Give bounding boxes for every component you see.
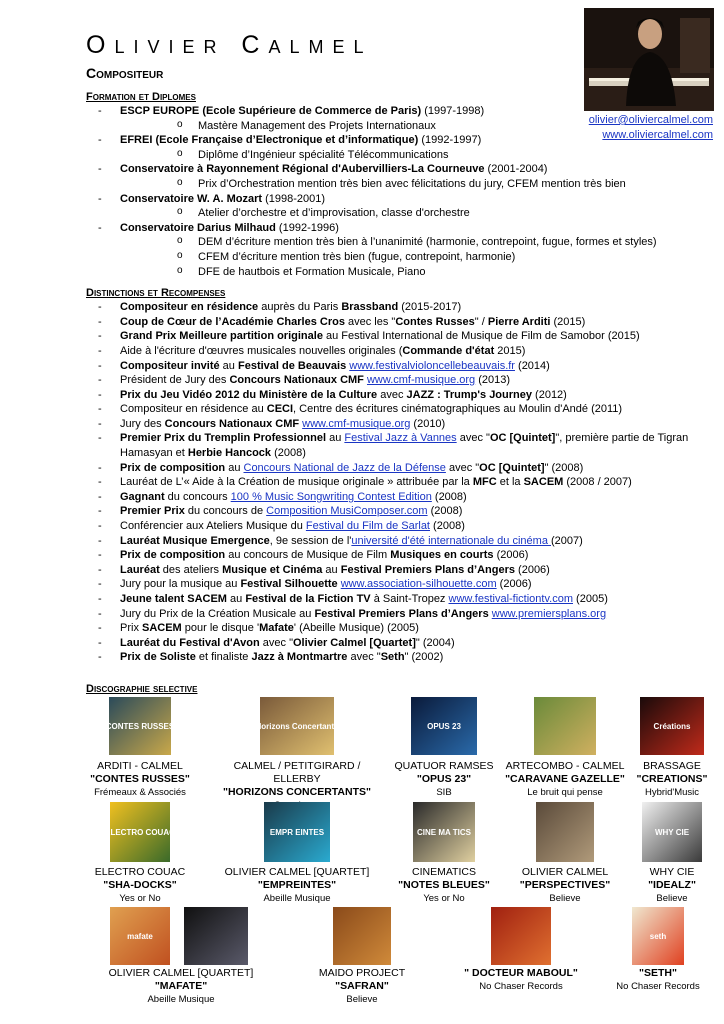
- album-label: Believe: [656, 893, 688, 904]
- text: " /: [474, 315, 488, 328]
- bold-text: Prix de Soliste: [120, 651, 196, 664]
- text: avec ": [347, 651, 381, 664]
- bold-text: Prix de composition: [120, 549, 226, 562]
- bold-text: Seth: [380, 651, 405, 664]
- bold-text: Lauréat du Festival d'Avon: [120, 636, 260, 649]
- bold-text: OC [Quintet]: [489, 432, 556, 445]
- album-cover-text: OPUS 23: [427, 722, 461, 731]
- text: (2006): [514, 563, 550, 576]
- album-title: "EMPREINTES": [257, 879, 337, 891]
- album-title: "SHA-DOCKS": [103, 879, 177, 891]
- distinction-item: [86, 563, 718, 578]
- album-cover: [491, 907, 551, 965]
- album-cover-text: WHY CIE: [654, 828, 690, 837]
- album-title: " DOCTEUR MABOUL": [464, 967, 578, 979]
- bold-text: Olivier Calmel [Quartet]: [293, 636, 416, 649]
- formation-item: [86, 192, 718, 221]
- text: ", première partie de Tigran Hamasyan et: [120, 432, 689, 460]
- distinction-item: [86, 402, 718, 417]
- bold-text: Prix du Jeu Vidéo 2012 du Ministère de la Culture: [120, 388, 378, 401]
- album-artist: CINEMATICS: [412, 866, 476, 878]
- album-label: Hybrid'Music: [644, 787, 700, 798]
- person-name: Olivier Calmel: [86, 31, 373, 59]
- distinction-item: [86, 650, 718, 665]
- text: Président de Jury des: [120, 374, 230, 387]
- album-cover-text: Horizons Concertants: [255, 722, 339, 731]
- formation-item: [86, 104, 718, 133]
- text: (2008): [427, 505, 463, 518]
- bold-text: Coup de Cœur de l’Académie Charles Cros: [120, 315, 345, 328]
- text: et finaliste: [195, 651, 252, 664]
- album-entry: [302, 967, 422, 1006]
- text: (2008): [430, 520, 465, 533]
- bold-text: Jazz à Montmartre: [251, 651, 348, 664]
- profession-title: Compositeur: [86, 65, 164, 81]
- bold-text: Lauréat Musique Emergence: [120, 534, 270, 547]
- text: avec ": [445, 461, 480, 474]
- web-link[interactable]: www.premiersplans.org: [491, 607, 607, 620]
- formation-item: [86, 133, 718, 162]
- distinction-item: [86, 519, 718, 534]
- album-artist: ELECTRO COUAC: [94, 866, 186, 878]
- text: Prix: [120, 622, 142, 635]
- album-artist: CALMEL / PETITGIRARD / ELLERBY: [233, 760, 361, 785]
- text: au concours de Musique de Film: [225, 549, 391, 562]
- web-link[interactable]: www.association-silhouette.com: [340, 578, 497, 591]
- text: ' (Abeille Musique) (2005): [293, 622, 419, 635]
- album-label: Abeille Musique: [263, 893, 331, 904]
- text: " (2008): [544, 461, 584, 474]
- text: (2001-2004): [484, 163, 548, 176]
- text: Conférencier aux Ateliers Musique du: [120, 520, 306, 533]
- distinction-item: [86, 329, 718, 344]
- album-label: No Chaser Records: [616, 981, 700, 992]
- album-entry: [210, 866, 385, 905]
- bold-text: Festival Silhouette: [240, 578, 338, 591]
- text: au: [219, 359, 238, 372]
- text: (2008): [431, 490, 467, 503]
- album-title: "MAFATE": [154, 980, 208, 992]
- bold-text: EFREI (Ecole Française d’Electronique et d’informatique): [120, 134, 419, 147]
- bold-text: Concours Nationaux CMF: [229, 374, 364, 387]
- text: avec ": [456, 432, 490, 445]
- album-artist: OLIVIER CALMEL: [521, 866, 609, 878]
- album-title: "NOTES BLEUES": [398, 879, 490, 891]
- album-artist: ARTECOMBO - CALMEL: [505, 760, 625, 772]
- web-link[interactable]: 100 % Music Songwriting Contest Edition: [230, 490, 432, 503]
- formation-detail: o Prix d’Orchestration mention très bien avec félicitations du jury, CFEM mention très bien: [120, 177, 718, 192]
- bold-text: Compositeur en résidence: [120, 301, 259, 314]
- album-entry: [627, 760, 717, 799]
- album-artist: ARDITI - CALMEL: [97, 760, 183, 772]
- album-cover: [264, 802, 330, 862]
- bold-text: Lauréat: [120, 563, 160, 576]
- album-title: "CONTES RUSSES": [90, 773, 190, 785]
- album-cover: [642, 802, 702, 862]
- distinction-item: [86, 577, 718, 592]
- text: du concours: [164, 490, 231, 503]
- album-entry: [446, 967, 596, 993]
- web-link[interactable]: Composition MusiComposer.com: [266, 505, 428, 518]
- text: avec ": [259, 636, 293, 649]
- bold-text: Festival Premiers Plans d’Angers: [314, 607, 489, 620]
- text: (1998-2001): [262, 192, 326, 205]
- text: (2014): [514, 359, 550, 372]
- album-cover: [632, 907, 684, 965]
- album-label: Believe: [346, 994, 378, 1005]
- bold-text: Festival de Beauvais: [237, 359, 347, 372]
- album-cover: [110, 907, 170, 965]
- distinction-item: [86, 475, 718, 490]
- web-link[interactable]: Festival Jazz à Vannes: [344, 432, 457, 445]
- web-link[interactable]: www.festivalvioloncellebeauvais.fr: [349, 359, 515, 372]
- album-cover: [413, 802, 475, 862]
- bold-text: SACEM: [523, 476, 564, 489]
- album-cover-text: CINE MA TICS: [417, 828, 471, 837]
- album-entry: [500, 866, 630, 905]
- album-cover-text: EMPR EINTES: [269, 828, 325, 837]
- text: (2015-2017): [398, 301, 462, 314]
- album-label: Yes or No: [119, 893, 161, 904]
- album-cover-text: CONTES RUSSES: [105, 722, 175, 731]
- album-label: No Chaser Records: [479, 981, 563, 992]
- bold-text: Musique et Cinéma: [222, 563, 323, 576]
- email-link[interactable]: olivier@oliviercalmel.com: [588, 114, 713, 126]
- album-entry: [500, 760, 630, 799]
- album-label: Frémeaux & Associés: [94, 787, 186, 798]
- text: (2007): [551, 534, 583, 547]
- bold-text: Musiques en courts: [390, 549, 494, 562]
- album-entry: [389, 866, 499, 905]
- distinction-item: [86, 548, 718, 563]
- album-cover: [184, 907, 248, 965]
- bold-text: Jeune talent SACEM: [120, 593, 227, 605]
- text: (1997-1998): [421, 105, 485, 117]
- album-cover: [255, 697, 339, 755]
- album-cover: [105, 802, 175, 862]
- bold-text: ESCP EUROPE (Ecole Supérieure de Commerce de Paris): [120, 105, 422, 117]
- bold-text: JAZZ : Trump's Journey: [406, 388, 532, 401]
- album-cover: [640, 697, 704, 755]
- formation-item: [86, 221, 718, 279]
- text: Compositeur en résidence au: [120, 403, 267, 416]
- text: (2013): [475, 374, 511, 387]
- album-artist: MAIDO PROJECT: [318, 967, 406, 979]
- formation-detail: o CFEM d’écriture mention très bien (fugue, contrepoint, harmonie): [120, 250, 718, 265]
- text: avec les ": [344, 315, 396, 328]
- album-label: Abeille Musique: [147, 994, 215, 1005]
- formation-detail: o Mastère Management des Projets Internationaux: [120, 119, 718, 134]
- distinction-item: [86, 344, 718, 359]
- discography-heading: Discographie selective: [86, 683, 198, 695]
- album-entry: [94, 967, 269, 1006]
- text: et la: [496, 476, 524, 489]
- bold-text: Festival Premiers Plans d’Angers: [340, 563, 515, 576]
- distinction-item: [86, 461, 718, 476]
- formation-item: [86, 162, 718, 191]
- album-cover-text: Créations: [653, 722, 691, 731]
- text: au: [226, 593, 246, 605]
- distinction-item: [86, 636, 718, 651]
- formation-detail: o DEM d’écriture mention très bien à l’unanimité (harmonie, contrepoint, fugue, formes et styles): [120, 235, 718, 250]
- web-link[interactable]: www.cmf-musique.org: [366, 374, 476, 387]
- text: , 9e session de l': [269, 534, 352, 547]
- text: Jury des: [120, 417, 165, 430]
- text: (2008 / 2007): [563, 476, 632, 489]
- bold-text: Concours Nationaux CMF: [164, 417, 300, 430]
- text: auprès du Paris: [258, 301, 342, 314]
- bold-text: Conservatoire à Rayonnement Régional d'Aubervilliers-La Courneuve: [120, 163, 485, 176]
- formation-list: [86, 104, 718, 279]
- bold-text: OC [Quintet]: [479, 461, 545, 474]
- bold-text: CECI: [266, 403, 294, 416]
- web-link[interactable]: www.cmf-musique.org: [302, 417, 411, 430]
- bold-text: MFC: [472, 476, 497, 489]
- bold-text: Conservatoire Darius Milhaud: [120, 221, 276, 234]
- distinctions-heading: Distinctions et Recompenses: [86, 287, 226, 300]
- text: (2015): [550, 315, 586, 328]
- album-artist: QUATUOR RAMSES: [394, 760, 494, 772]
- bold-text: Pierre Arditi: [487, 315, 551, 328]
- text: Aide à l'écriture d'œuvres musicales nouvelles originales (: [120, 344, 403, 357]
- bold-text: SACEM: [142, 622, 182, 635]
- text: , Centre des écritures cinématographiques au Moulin d'Andé (2011): [293, 403, 623, 416]
- text: au: [326, 432, 345, 445]
- text: au: [225, 461, 244, 474]
- distinction-item: [86, 607, 718, 622]
- web-link[interactable]: Festival du Film de Sarlat: [305, 520, 430, 533]
- distinction-item: [86, 388, 718, 403]
- bold-text: Commande d'état: [402, 344, 495, 357]
- bold-text: Conservatoire W. A. Mozart: [120, 192, 263, 205]
- album-title: "SETH": [639, 967, 677, 979]
- formation-heading: Formation et Diplomes: [86, 91, 196, 103]
- album-label: SIB: [436, 787, 452, 798]
- album-entry: [80, 760, 200, 799]
- text: à Saint-Tropez: [370, 593, 449, 605]
- distinction-item: [86, 534, 718, 549]
- album-label: Le bruit qui pense: [527, 787, 603, 798]
- album-title: "IDEALZ": [648, 879, 696, 891]
- text: avec: [377, 388, 407, 401]
- distinctions-list: [86, 300, 718, 665]
- distinction-item: [86, 431, 718, 460]
- text: (2006): [493, 549, 529, 562]
- text: du concours de: [184, 505, 267, 518]
- distinction-item: [86, 300, 718, 315]
- album-artist: WHY CIE: [649, 866, 695, 878]
- text: " (2004): [415, 636, 455, 649]
- album-cover: [105, 697, 175, 755]
- text: Jury du Prix de la Création Musicale au: [120, 607, 315, 620]
- text: " (2002): [404, 651, 444, 664]
- distinction-item: [86, 417, 718, 432]
- web-link[interactable]: Concours National de Jazz de la Défense: [243, 461, 446, 474]
- bold-text: Grand Prix Meilleure partition originale: [120, 330, 323, 343]
- album-label: Believe: [549, 893, 581, 904]
- album-entry: [389, 760, 499, 799]
- bold-text: Festival de la Fiction TV: [245, 593, 371, 605]
- album-cover-text: ELECTRO COUAC: [105, 828, 175, 837]
- bold-text: Gagnant: [120, 490, 165, 503]
- album-title: "PERSPECTIVES": [519, 879, 611, 891]
- text: (2010): [410, 417, 446, 430]
- formation-detail: o Diplôme d’Ingénieur spécialité Télécommunications: [120, 148, 718, 163]
- album-entry: [603, 967, 713, 993]
- album-cover-text: mafate: [127, 932, 153, 941]
- album-cover-text: seth: [649, 932, 667, 941]
- distinction-item: [86, 359, 718, 374]
- text: 2015): [494, 344, 526, 357]
- distinction-item: [86, 504, 718, 519]
- distinction-item: [86, 315, 718, 330]
- album-title: "CARAVANE GAZELLE": [505, 773, 625, 785]
- album-artist: OLIVIER CALMEL [QUARTET]: [224, 866, 370, 878]
- text: (1992-1997): [418, 134, 482, 147]
- bold-text: Brassband: [341, 301, 399, 314]
- text: (2006): [496, 578, 532, 591]
- bold-text: Premier Prix du Tremplin Professionnel: [120, 432, 327, 445]
- album-cover: [534, 697, 596, 755]
- text: au Festival International de Musique de Film de Samobor (2015): [322, 330, 640, 343]
- album-artist: OLIVIER CALMEL [QUARTET]: [108, 967, 254, 979]
- album-title: "OPUS 23": [416, 773, 472, 785]
- text: pour le disque ': [181, 622, 260, 635]
- cv-content: [86, 90, 718, 665]
- text: des ateliers: [159, 563, 223, 576]
- web-link[interactable]: université d'été internationale du cinéma: [351, 534, 551, 547]
- album-cover: [333, 907, 391, 965]
- text: (2008): [271, 447, 306, 460]
- bold-text: Herbie Hancock: [187, 447, 272, 460]
- bold-text: Mafate: [259, 622, 294, 635]
- bold-text: Premier Prix: [120, 505, 185, 518]
- distinction-item: [86, 621, 718, 636]
- bold-text: Prix de composition: [120, 461, 226, 474]
- album-cover: [411, 697, 477, 755]
- album-entry: [627, 866, 717, 905]
- bold-text: Compositeur invité: [120, 359, 220, 372]
- album-entry: [80, 866, 200, 905]
- distinction-item: [86, 373, 718, 388]
- distinction-item: [86, 592, 718, 607]
- formation-detail: o Atelier d’orchestre et d’improvisation, classe d'orchestre: [120, 206, 718, 221]
- album-title: "HORIZONS CONCERTANTS": [222, 786, 371, 798]
- text: Jury pour la musique au: [120, 578, 241, 591]
- text: (2012): [531, 388, 567, 401]
- bold-text: Contes Russes: [395, 315, 475, 328]
- album-cover: [536, 802, 594, 862]
- distinction-item: [86, 490, 718, 505]
- album-title: "SAFRAN": [335, 980, 389, 992]
- text: au: [322, 563, 341, 576]
- web-link[interactable]: www.festival-fictiontv.com: [448, 593, 573, 605]
- website-link[interactable]: www.oliviercalmel.com: [602, 128, 713, 141]
- formation-detail: o DFE de hautbois et Formation Musicale, Piano: [120, 265, 718, 280]
- text: Lauréat de L’« Aide à la Création de musique originale » attribuée par la: [120, 476, 473, 489]
- album-label: Yes or No: [423, 893, 465, 904]
- album-title: "CREATIONS": [636, 773, 708, 785]
- text: (2005): [573, 593, 608, 605]
- text: (1992-1996): [275, 221, 339, 234]
- album-artist: BRASSAGE: [643, 760, 701, 772]
